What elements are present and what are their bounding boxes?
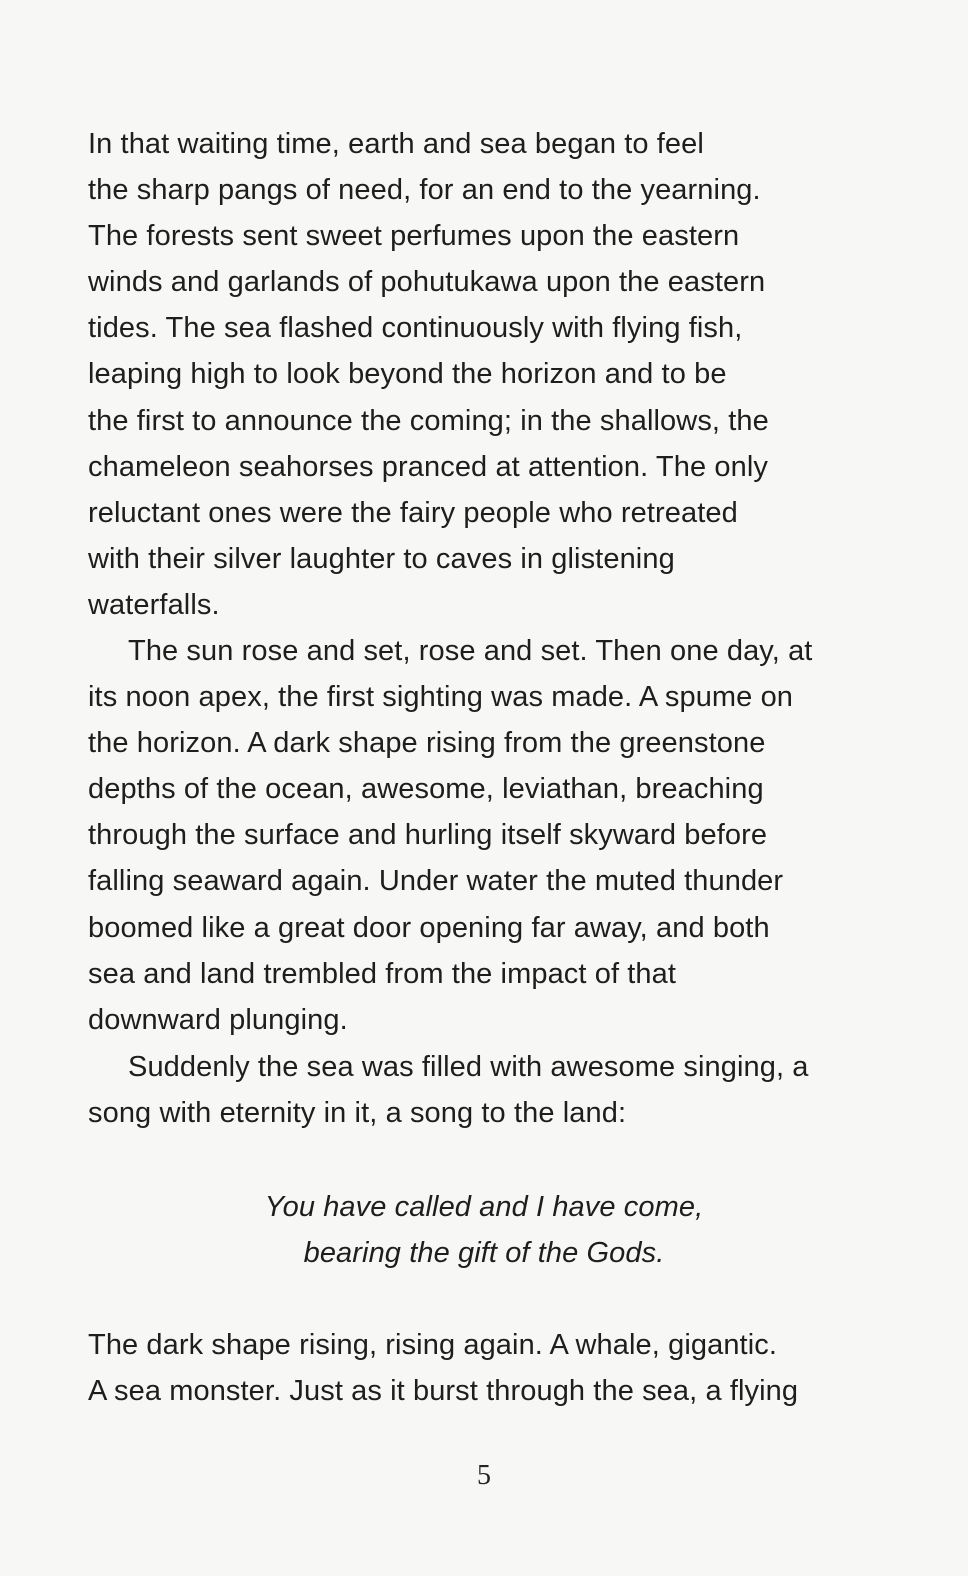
text-line: song with eternity in it, a song to the land: <box>88 1097 627 1130</box>
text-line: its noon apex, the first sighting was made. A spume on <box>88 681 794 714</box>
text-line: tides. The sea flashed continuously with flying fish, <box>88 312 743 345</box>
text-line: In that waiting time, earth and sea began to feel <box>88 128 704 160</box>
text-line: leaping high to look beyond the horizon and to be <box>88 358 727 391</box>
verse-line: bearing the gift of the Gods. <box>303 1237 665 1270</box>
text-line: sea and land trembled from the impact of that <box>88 957 677 990</box>
text-line: with their silver laughter to caves in glistening <box>88 542 675 575</box>
text-line: the horizon. A dark shape rising from the greenstone <box>88 727 766 760</box>
text-line: A sea monster. Just as it burst through the sea, a flying <box>88 1375 799 1408</box>
text-line: the sharp pangs of need, for an end to the yearning. <box>88 174 761 207</box>
verse-quote <box>0 1184 968 1276</box>
paragraph-singing <box>88 1044 848 1136</box>
text-line: through the surface and hurling itself skyward before <box>88 819 768 852</box>
page-number: 5 <box>477 1460 491 1491</box>
paragraph-sun-rose <box>88 628 848 1043</box>
text-line: Suddenly the sea was filled with awesome singing, a <box>128 1051 809 1083</box>
text-line: waterfalls. <box>88 588 220 621</box>
text-line: falling seaward again. Under water the muted thunder <box>88 865 784 898</box>
paragraph-waiting-time <box>88 121 848 628</box>
verse-line: You have called and I have come, <box>264 1191 704 1223</box>
text-line: reluctant ones were the fairy people who retreated <box>88 496 738 529</box>
text-line: depths of the ocean, awesome, leviathan, breaching <box>88 773 764 806</box>
text-line: the first to announce the coming; in the shallows, the <box>88 404 769 437</box>
text-line: boomed like a great door opening far away, and both <box>88 911 770 944</box>
text-line: The dark shape rising, rising again. A whale, gigantic. <box>88 1329 778 1361</box>
text-line: The forests sent sweet perfumes upon the eastern <box>88 220 740 253</box>
text-line: The sun rose and set, rose and set. Then one day, at <box>128 635 813 667</box>
text-line: chameleon seahorses pranced at attention. The only <box>88 450 768 483</box>
text-line: winds and garlands of pohutukawa upon the eastern <box>88 266 766 299</box>
paragraph-dark-shape <box>88 1322 848 1414</box>
text-line: downward plunging. <box>88 1003 348 1036</box>
